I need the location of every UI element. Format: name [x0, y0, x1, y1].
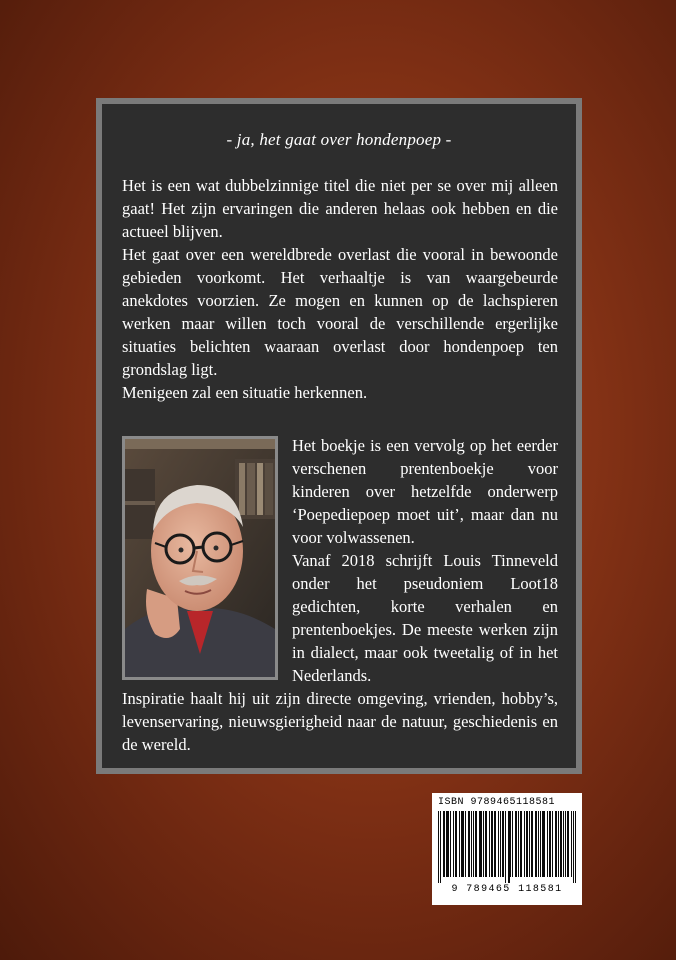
barcode-bar — [543, 811, 544, 877]
barcode-bar — [447, 811, 448, 877]
barcode-bar — [568, 811, 569, 877]
barcode-bar — [440, 811, 441, 883]
barcode-bar — [489, 811, 490, 877]
barcode-bar — [443, 811, 444, 877]
isbn-digits: 9 789465 118581 — [451, 884, 563, 895]
barcode-bar — [563, 811, 564, 877]
barcode-bar — [508, 811, 509, 883]
blurb-panel — [96, 98, 582, 774]
intro-paragraph: Het gaat over een wereldbrede overlast die vooral in bewoonde gebieden voorkomt. Het verhaaltje is van waargebeurde anekdotes voorzien. Ze mogen en kunnen op de lachspieren werken maar willen toch vooral de verschillende ergerlijke situaties belichten waaraan overlast door hondenpoep ten grondslag ligt. — [122, 245, 558, 379]
barcode-bar — [498, 811, 499, 877]
barcode-bar — [505, 811, 506, 883]
barcode-bar — [529, 811, 530, 877]
barcode-bar — [480, 811, 481, 877]
barcode-bar — [455, 811, 456, 877]
barcode-bar — [450, 811, 451, 877]
barcode-bar — [500, 811, 501, 877]
barcode-bar — [521, 811, 522, 877]
barcode-bar — [538, 811, 539, 877]
barcode-bar — [475, 811, 476, 877]
barcode-bar — [524, 811, 525, 877]
barcode-bar — [547, 811, 548, 877]
barcode-bar — [456, 811, 457, 877]
barcode-bar — [486, 811, 487, 877]
barcode-bar — [556, 811, 557, 877]
barcode-bar — [483, 811, 484, 877]
author-bio — [292, 434, 558, 687]
barcode-bar — [462, 811, 463, 877]
barcode-bar — [565, 811, 566, 877]
barcode-bar — [527, 811, 528, 877]
barcode-bar — [438, 811, 439, 883]
intro-paragraph: Het is een wat dubbelzinnige titel die niet per se over mij alleen gaat! Het zijn ervaringen die anderen helaas ook hebben en die actueel blijven. — [122, 176, 558, 241]
barcode-bar — [531, 811, 532, 877]
barcode-bar — [444, 811, 445, 877]
barcode-bar — [509, 811, 510, 883]
bio-paragraph: Het boekje is een vervolg op het eerder verschenen prentenboekje voor kinderen over hetzelfde onderwerp ‘Poepediepoep moet uit’, maar dan nu voor volwassenen. — [292, 436, 558, 547]
tagline: - ja, het gaat over hondenpoep - — [226, 130, 452, 149]
barcode-bar — [542, 811, 543, 877]
barcode-bar — [469, 811, 470, 877]
barcode-bar — [532, 811, 533, 877]
barcode-bar — [567, 811, 568, 877]
barcode-bar — [473, 811, 474, 877]
barcode-bar — [494, 811, 495, 877]
barcode-bar — [515, 811, 516, 877]
barcode-bar — [555, 811, 556, 877]
barcode-bar — [485, 811, 486, 877]
barcode-bar — [518, 811, 519, 877]
author-photo — [122, 436, 278, 680]
bio-paragraph: Vanaf 2018 schrijft Louis Tinneveld onder het pseudoniem Loot18 gedichten, korte verhalen en prentenboekjes. De meeste werken zijn in dialect, maar ook tweetalig of in het Nederlands. — [292, 551, 558, 685]
barcode-bar — [552, 811, 553, 877]
barcode-bar — [540, 811, 541, 877]
barcode-bar — [558, 811, 559, 877]
barcode-bar — [495, 811, 496, 877]
barcode-bar — [549, 811, 550, 877]
barcode-bar — [503, 811, 504, 877]
barcode-bar — [481, 811, 482, 877]
barcode-bar — [446, 811, 447, 877]
barcode-bar — [512, 811, 513, 877]
barcode-bar — [561, 811, 562, 877]
barcode-bar — [544, 811, 545, 877]
barcode-bar — [448, 811, 449, 877]
barcode-bar — [560, 811, 561, 877]
barcode-bars — [438, 811, 576, 883]
barcode-bar — [575, 811, 576, 883]
barcode-bar — [468, 811, 469, 877]
barcode-bar — [516, 811, 517, 877]
isbn-barcode — [432, 793, 582, 905]
barcode-bar — [465, 811, 466, 877]
closing-paragraph: Inspiratie haalt hij uit zijn directe omgeving, vrienden, hobby’s, levenservaring, nieuwsgierigheid naar de natuur, geschiedenis en de wereld. — [122, 689, 558, 754]
intro-text — [122, 174, 558, 404]
barcode-bar — [502, 811, 503, 877]
barcode-bar — [471, 811, 472, 877]
barcode-bar — [453, 811, 454, 877]
barcode-bar — [535, 811, 536, 877]
barcode-bar — [459, 811, 460, 877]
barcode-bar — [550, 811, 551, 877]
barcode-bar — [573, 811, 574, 883]
intro-paragraph: Menigeen zal een situatie herkennen. — [122, 383, 368, 402]
barcode-bar — [463, 811, 464, 877]
isbn-label: ISBN 9789465118581 — [438, 797, 556, 808]
barcode-bar — [526, 811, 527, 877]
author-portrait-illustration — [125, 439, 275, 677]
barcode-bar — [536, 811, 537, 877]
barcode-bar — [571, 811, 572, 877]
barcode-bar — [492, 811, 493, 877]
barcode-bar — [461, 811, 462, 877]
barcode-bar — [491, 811, 492, 877]
barcode-bar — [479, 811, 480, 877]
barcode-bar — [520, 811, 521, 877]
barcode-bar — [476, 811, 477, 877]
barcode-bar — [510, 811, 511, 877]
